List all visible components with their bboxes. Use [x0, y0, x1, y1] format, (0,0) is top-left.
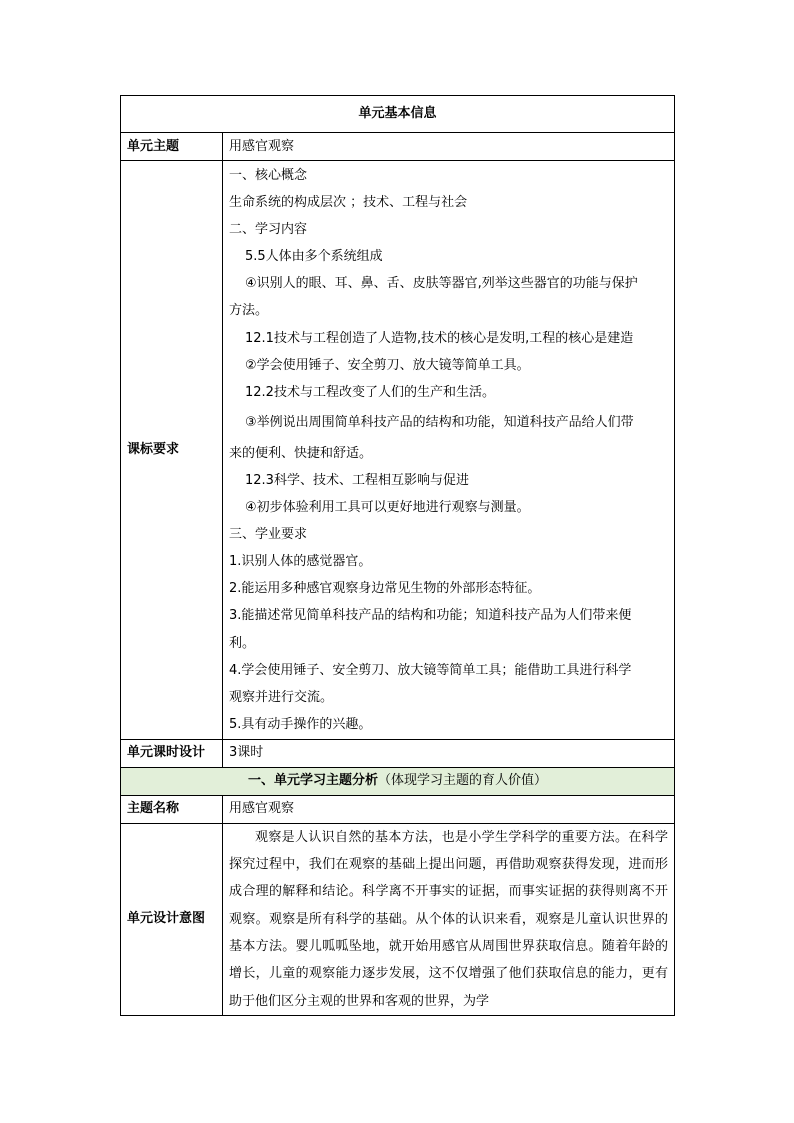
- curriculum-line: ④初步体验利用工具可以更好地进行观察与测量。: [245, 500, 530, 516]
- curriculum-line: ③举例说出周围简单科技产品的结构和功能，知道科技产品给人们带: [245, 414, 634, 430]
- curriculum-line: 方法。: [229, 303, 269, 319]
- table-title: 单元基本信息: [121, 96, 675, 133]
- curriculum-line: 4.学会使用锤子、安全剪刀、放大镜等简单工具；能借助工具进行科学: [229, 662, 632, 678]
- curriculum-content: [223, 161, 675, 740]
- curriculum-line: 来的便利、快捷和舒适。: [229, 445, 373, 461]
- curriculum-line: 生命系统的构成层次 ；技术、工程与社会: [229, 195, 468, 211]
- curriculum-line: 1.识别人体的感觉器官。: [229, 554, 372, 570]
- curriculum-line: 2.能运用多种感官观察身边常见生物的外部形态特征。: [229, 581, 541, 597]
- curriculum-line: 二、学习内容: [229, 222, 308, 238]
- unit-theme-value: 用感官观察: [223, 133, 675, 161]
- section-heading-note: （体现学习主题的育人价值）: [378, 773, 548, 789]
- curriculum-line: 12.3科学、技术、工程相互影响与促进: [245, 472, 469, 488]
- unit-info-table: [120, 95, 675, 1016]
- unit-theme-label: 单元主题: [121, 133, 223, 161]
- curriculum-line: 5.具有动手操作的兴趣。: [229, 716, 372, 732]
- curriculum-line: 12.1技术与工程创造了人造物,技术的核心是发明,工程的核心是建造: [245, 330, 634, 346]
- curriculum-line: 12.2技术与工程改变了人们的生产和生活。: [245, 384, 495, 400]
- curriculum-line: ④识别人的眼、耳、鼻、舌、皮肤等器官,列举这些器官的功能与保护: [245, 276, 638, 292]
- lesson-design-value: 3课时: [223, 739, 675, 767]
- lesson-design-label: 单元课时设计: [121, 739, 223, 767]
- curriculum-line: 一、核心概念: [229, 168, 308, 183]
- design-intent-content: [223, 823, 675, 1015]
- section-heading: [121, 767, 675, 795]
- curriculum-line: 三、学业要求: [229, 527, 308, 543]
- section-heading-title: 一、单元学习主题分析: [247, 773, 378, 789]
- curriculum-line: ②学会使用锤子、安全剪刀、放大镜等简单工具。: [245, 357, 530, 373]
- curriculum-line: 利。: [229, 635, 256, 651]
- topic-name-value: 用感官观察: [223, 795, 675, 823]
- curriculum-label: 课标要求: [121, 161, 223, 740]
- curriculum-line: 5.5人体由多个系统组成: [245, 249, 383, 265]
- curriculum-line: 3.能描述常见简单科技产品的结构和功能；知道科技产品为人们带来便: [229, 608, 632, 624]
- design-intent-label: 单元设计意图: [121, 823, 223, 1015]
- topic-name-label: 主题名称: [121, 795, 223, 823]
- curriculum-line: 观察并进行交流。: [229, 689, 334, 705]
- design-intent-text: 观察是人认识自然的基本方法，也是小学生学科学的重要方法。在科学探究过程中，我们在观察的基础上提出问题，再借助观察获得发现，进而形成合理的解释和结论。科学离不开事实的证据，而事实证据的获得则离不开观察。观察是所有科学的基础。从个体的认识来看，观察是儿童认识世界的基本方法。婴儿呱呱坠地，就开始用感官从周围世界获取信息。随着年龄的增长，儿童的观察能力逐步发展，这不仅增强了他们获取信息的能力，更有助于他们区分主观的世界和客观的世界，为学: [229, 829, 669, 1009]
